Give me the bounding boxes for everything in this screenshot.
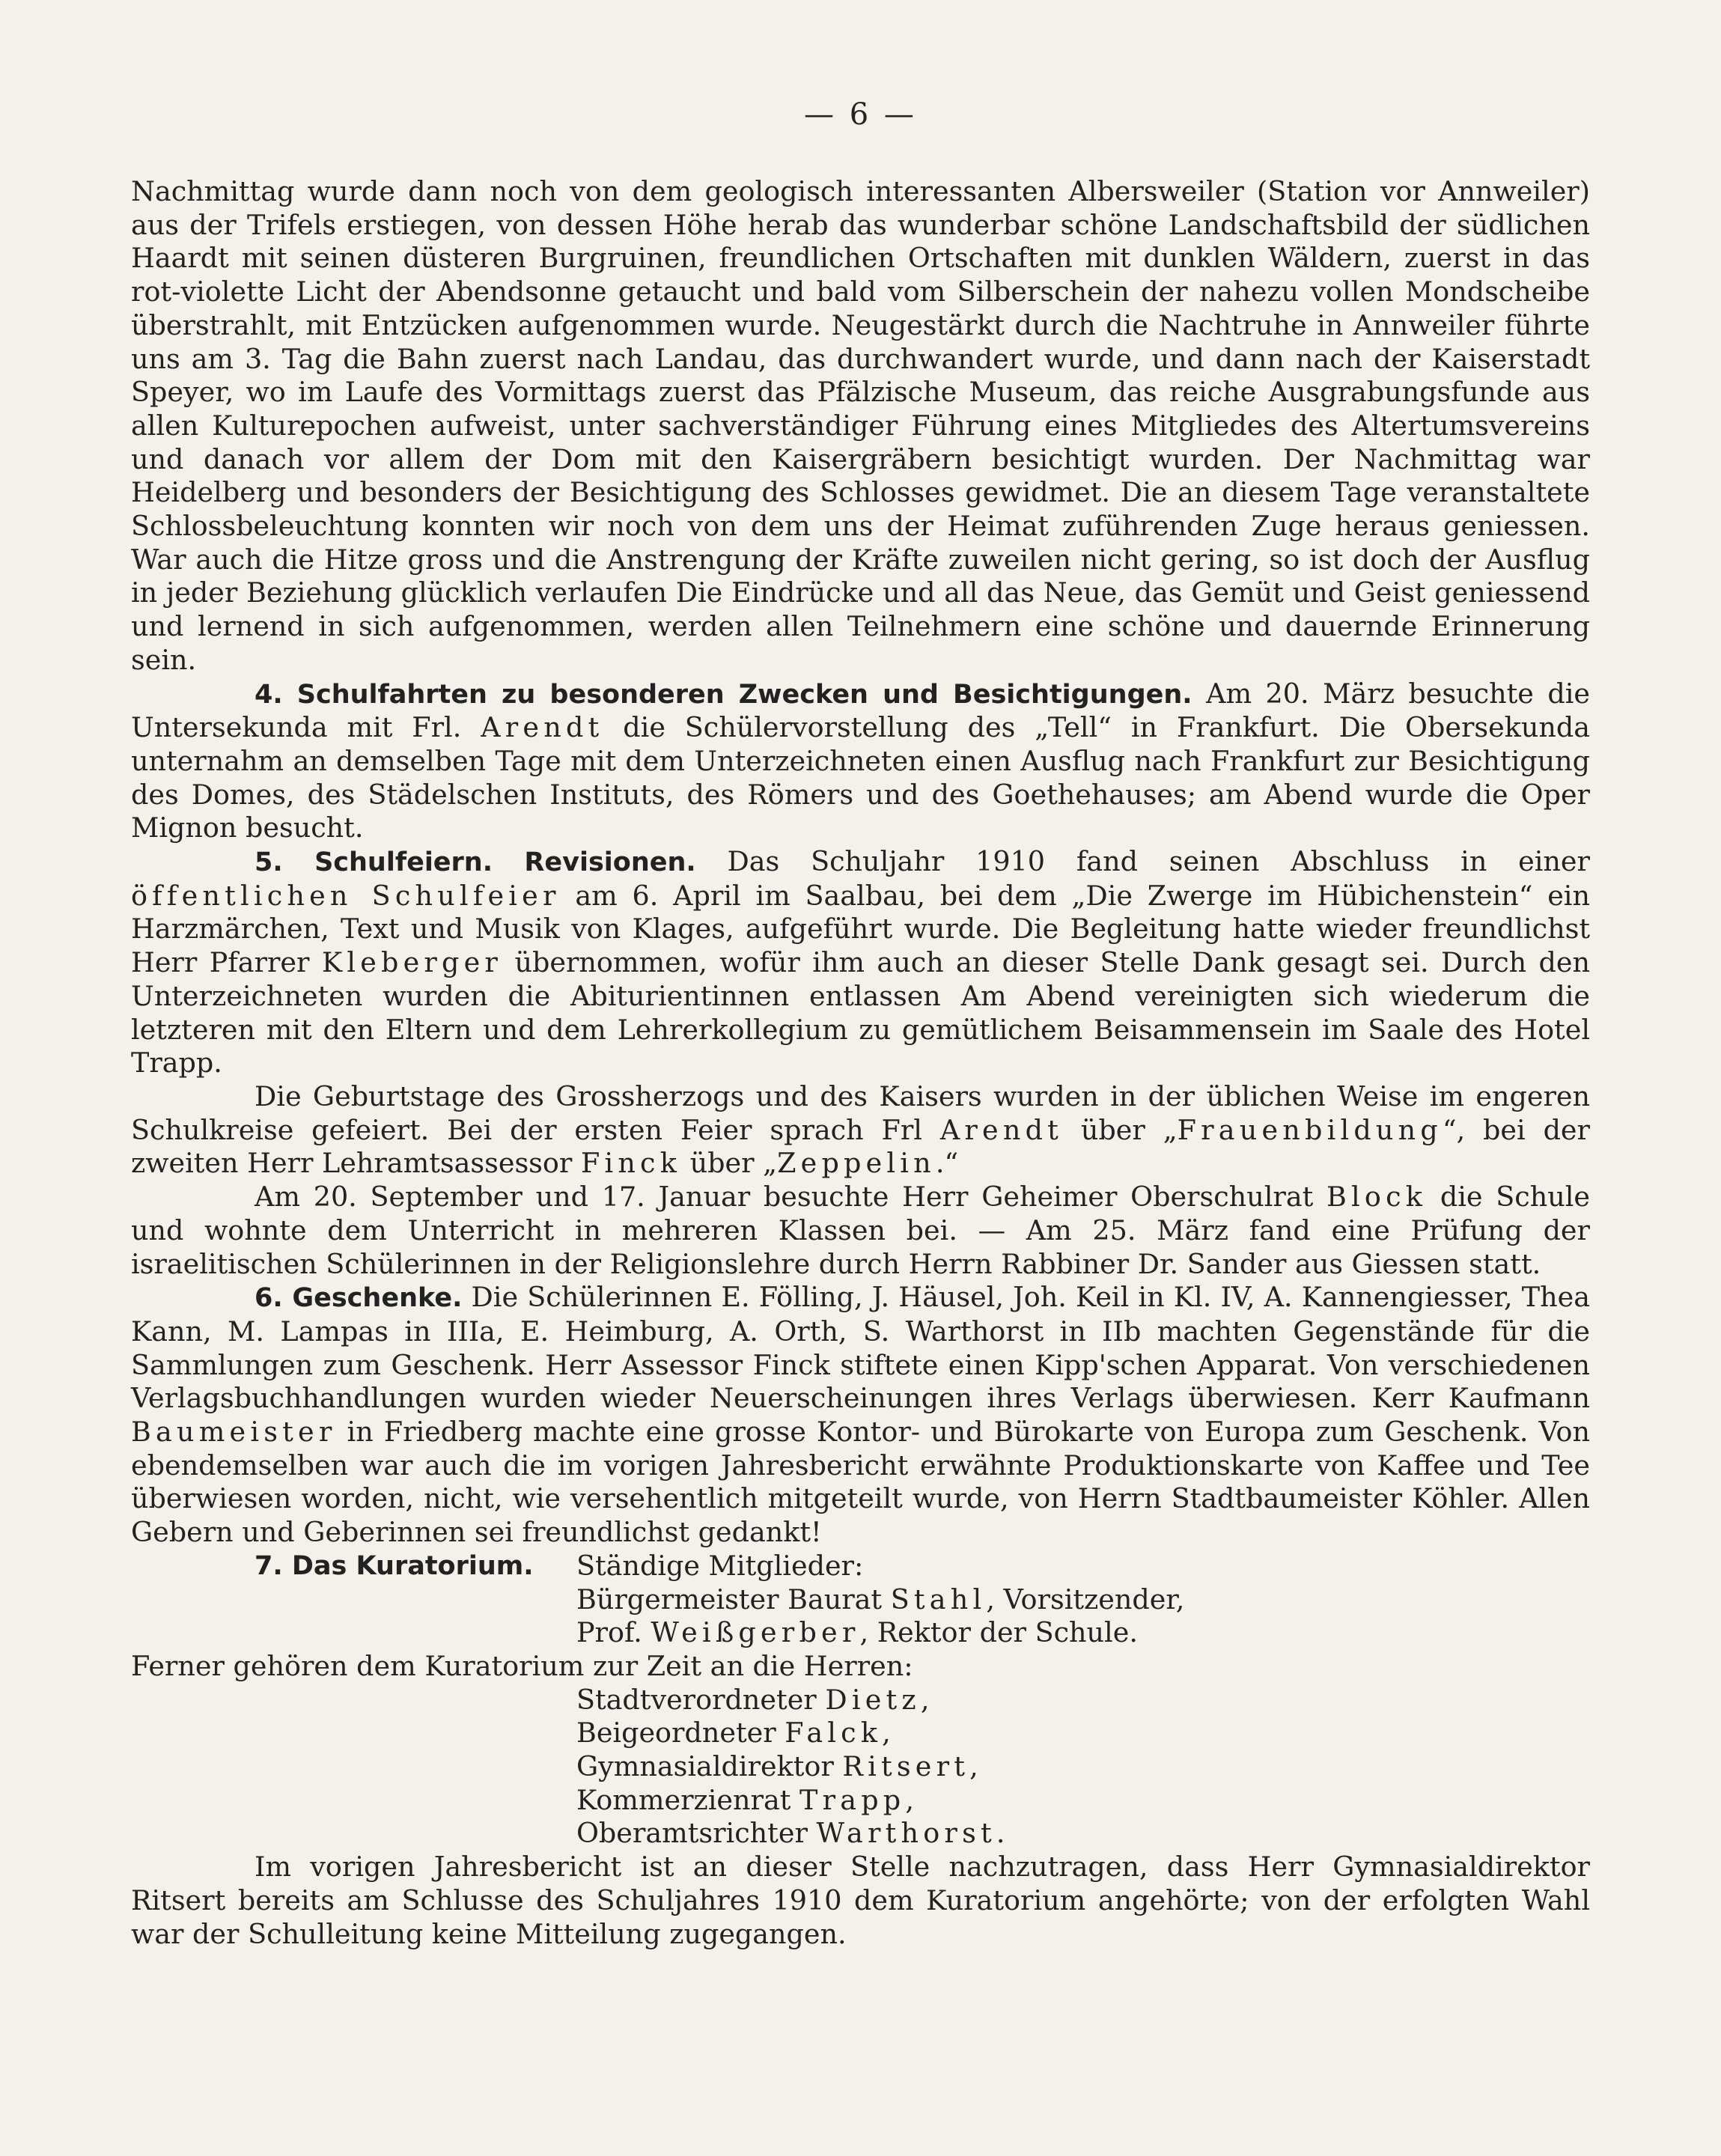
- name-arendt: Arendt: [939, 1113, 1064, 1146]
- member-row: Bürgermeister Baurat Stahl, Vorsitzender,: [576, 1583, 1185, 1616]
- topic-frauenbildung: Frauenbildung: [1177, 1113, 1443, 1146]
- name-stahl: Stahl: [890, 1583, 987, 1616]
- member-row: Gymnasialdirektor Ritsert,: [576, 1750, 978, 1783]
- name-ritsert: Ritsert: [842, 1750, 970, 1783]
- section-5: 5. Schulfeiern. Revisionen. Das Schuljahr 1910 fand seinen Abschluss in einer öffentlichen Schulfeier am 6. April im Saalbau, bei dem „Die Zwerge im Hübichenstein“ ein Harzmärchen, Text und Musik von Klages, aufgeführt wurde. Die Begleitung hatte wieder freundlichst Herr Pfarrer Kleberger übernommen, wofür ihm auch an dieser Stelle Dank gesagt sei. Durch den Unterzeichneten wurden die Abiturientinnen entlassen Am Abend vereinigten sich wiederum die letzteren mit den Eltern und dem Lehrerkollegium zu gemütlichem Beisammensein im Saale des Hotel Trapp.: [131, 845, 1590, 1079]
- name-block: Block: [1326, 1181, 1428, 1213]
- standing-members-label: Ständige Mitglieder:: [576, 1549, 864, 1582]
- topic-zeppelin: Zeppelin: [777, 1147, 936, 1180]
- section-7: [131, 1550, 1590, 1583]
- paragraph-visits: Am 20. September und 17. Januar besuchte Herr Geheimer Oberschulrat Block die Schule und wohnte dem Unterricht in mehreren Klassen bei. — Am 25. März fand eine Prüfung der israelitischen Schülerinnen in der Religionslehre durch Herrn Rabbiner Dr. Sander aus Giessen statt.: [131, 1181, 1590, 1280]
- member-row: Prof. Weißgerber, Rektor der Schule.: [576, 1616, 1138, 1649]
- name-arendt: Arendt: [481, 711, 604, 744]
- member-row: Stadtverordneter Dietz,: [576, 1683, 930, 1716]
- member-row: Oberamtsrichter Warthorst.: [576, 1817, 1005, 1850]
- section-5-heading: 5. Schulfeiern. Revisionen.: [255, 847, 696, 878]
- name-kleberger: Kleberger: [321, 946, 503, 979]
- body-text: [131, 175, 1590, 1951]
- section-6-heading: 6. Geschenke.: [255, 1283, 463, 1314]
- name-finck: Finck: [580, 1147, 682, 1180]
- paragraph-birthdays: Die Geburtstage des Grossherzogs und des Kaisers wurden in der üblichen Weise im engeren Schulkreise gefeiert. Bei der ersten Feier sprach Frl Arendt über „Frauenbildung“, bei der zweiten Herr Lehramtsassessor Finck über „Zeppelin.“: [131, 1079, 1590, 1180]
- name-trapp: Trapp: [799, 1783, 906, 1816]
- name-baumeister: Baumeister: [131, 1416, 337, 1449]
- page-number: — 6 —: [804, 97, 917, 132]
- section-4: 4. Schulfahrten zu besonderen Zwecken und Besichtigungen. Am 20. März besuchte die Untersekunda mit Frl. Arendt die Schülervorstellung des „Tell“ in Frankfurt. Die Obersekunda unternahm an demselben Tage mit dem Unterzeichneten einen Ausflug nach Frankfurt zur Besichtigung des Domes, des Städelschen Instituts, des Römers und des Goethehauses; am Abend wurde die Oper Mignon besucht.: [131, 677, 1591, 844]
- paragraph-addendum: Im vorigen Jahresbericht ist an dieser Stelle nachzutragen, dass Herr Gymnasialdirektor Ritsert bereits am Schlusse des Schuljahres 1910 dem Kuratorium angehörte; von der erfolgten Wahl war der Schulleitung keine Mitteilung zugegangen.: [131, 1851, 1590, 1950]
- spaced-phrase: öffentlichen Schulfeier: [131, 879, 561, 912]
- section-6: 6. Geschenke. Die Schülerinnen E. Fölling, J. Häusel, Joh. Keil in Kl. IV, A. Kannengiesser, Thea Kann, M. Lampas in IIIa, E. Heimburg, A. Orth, S. Warthorst in IIb machten Gegenstände für die Sammlungen zum Geschenk. Herr Assessor Finck stiftete einen Kipp'schen Apparat. Von verschiedenen Verlagsbuchhandlungen wurden wieder Neuerscheinungen ihres Verlags überwiesen. Kerr Kaufmann Baumeister in Friedberg machte eine grosse Kontor- und Bürokarte von Europa zum Geschenk. Von ebendemselben war auch die im vorigen Jahresbericht erwähnte Produktionskarte von Kaffee und Tee überwiesen worden, nicht, wie versehentlich mitgeteilt wurde, von Herrn Stadtbaumeister Köhler. Allen Gebern und Geberinnen sei freundlichst gedankt!: [131, 1281, 1591, 1549]
- member-row: Beigeordneter Falck,: [576, 1717, 891, 1750]
- section-4-heading: 4. Schulfahrten zu besonderen Zwecken und Besichtigungen.: [255, 679, 1192, 710]
- standing-members-list: [131, 1583, 1590, 1650]
- name-dietz: Dietz: [825, 1683, 921, 1716]
- section-7-heading: 7. Das Kuratorium.: [255, 1550, 534, 1581]
- paragraph-excursion: Nachmittag wurde dann noch von dem geologisch interessanten Albersweiler (Station vor Annweiler) aus der Trifels erstiegen, von dessen Höhe herab das wunderbar schöne Landschaftsbild der südlichen Haardt mit seinen düsteren Burgruinen, freundlichen Ortschaften mit dunklen Wäldern, zuerst in das rot-violette Licht der Abendsonne getaucht und bald vom Silberschein der nahezu vollen Mondscheibe überstrahlt, mit Entzücken aufgenommen wurde. Neugestärkt durch die Nachtruhe in Annweiler führte uns am 3. Tag die Bahn zuerst nach Landau, das durchwandert wurde, und dann nach der Kaiserstadt Speyer, wo im Laufe des Vormittags zuerst das Pfälzische Museum, das reiche Ausgrabungsfunde aus allen Kulturepochen aufweist, unter sachverständiger Führung eines Mitgliedes des Altertumsvereins und danach vor allem der Dom mit den Kaisergräbern besichtigt wurden. Der Nachmittag war Heidelberg und besonders der Besichtigung des Schlosses gewidmet. Die an diesem Tage veranstaltete Schlossbeleuchtung konnten wir noch von dem uns der Heimat zuführenden Zuge heraus geniessen. War auch die Hitze gross und die Anstrengung der Kräfte zuweilen nicht gering, so ist doch der Ausflug in jeder Beziehung glücklich verlaufen Die Eindrücke und all das Neue, das Gemüt und Geist geniessend und lernend in sich aufgenommen, werden allen Teilnehmern eine schöne und dauernde Erinnerung sein.: [131, 175, 1590, 676]
- further-members-intro: Ferner gehören dem Kuratorium zur Zeit an die Herren:: [131, 1649, 913, 1682]
- member-row: Kommerzienrat Trapp,: [576, 1783, 914, 1816]
- further-members-list: [131, 1684, 1590, 1851]
- name-weissgerber: Weißgerber: [651, 1616, 860, 1649]
- name-warthorst: Warthorst: [816, 1817, 996, 1850]
- name-falck: Falck: [785, 1717, 883, 1750]
